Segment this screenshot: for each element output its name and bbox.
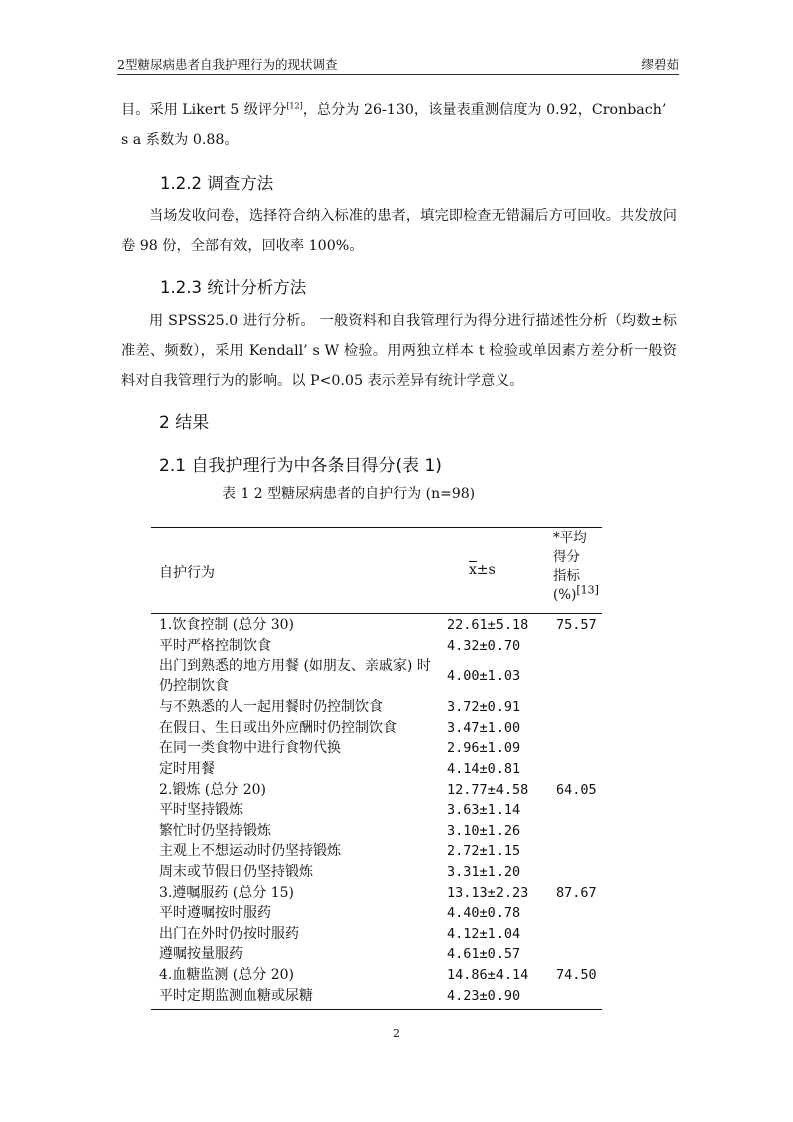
row-mean-sd: 3.63±1.14 [447, 802, 521, 819]
table-row [151, 924, 602, 945]
row-mean-sd: 3.31±1.20 [447, 864, 521, 880]
table-row [151, 636, 602, 657]
table-caption: 表 1 2 型糖尿病患者的自护行为 (n=98) [222, 486, 476, 502]
row-average-index: 74.50 [556, 967, 597, 983]
row-behavior-name: 平时遵嘱按时服药 [159, 905, 271, 922]
heading-2-1: 2.1 自我护理行为中各条目得分(表 1) [159, 456, 442, 476]
table-bottom-rule [151, 1009, 602, 1010]
heading-1-2-2: 1.2.2 调查方法 [160, 174, 274, 193]
header-avg-line4: (%) [553, 587, 577, 603]
table-row [151, 883, 602, 904]
table-row [151, 697, 602, 718]
row-behavior-name: 遵嘱按量服药 [159, 946, 243, 963]
row-mean-sd: 3.10±1.26 [447, 822, 521, 839]
row-behavior-name: 平时坚持锻炼 [159, 802, 243, 819]
header-avg-line1: *平均 [553, 530, 587, 546]
table-row [151, 718, 602, 739]
row-behavior-name: 繁忙时仍坚持锻炼 [159, 822, 271, 839]
row-mean-sd: 22.61±5.18 [447, 617, 529, 633]
paragraph-survey-method: 当场发收问卷，选择符合纳入标准的患者，填完即检查无错漏后方可回收。共发放问卷 98 份，全部有效，回收率 100%。 [121, 208, 677, 254]
intro-paragraph [121, 95, 677, 155]
table-row [151, 965, 602, 986]
header-author: 缪碧茹 [641, 57, 679, 72]
header-mean-sd [469, 562, 496, 578]
running-header [117, 55, 679, 73]
citation-12: [12] [286, 101, 303, 111]
table-row [151, 738, 602, 759]
page-number: 2 [393, 1027, 400, 1040]
row-behavior-name: 4.血糖监测 (总分 20) [159, 967, 294, 983]
intro-text-a: 目。采用 Likert 5 级评分 [121, 102, 287, 118]
row-behavior-name: 出门在外时仍按时服药 [159, 925, 299, 942]
row-behavior-name: 在同一类食物中进行食物代换 [159, 740, 341, 757]
row-mean-sd: 2.96±1.09 [447, 740, 521, 757]
paragraph-statistics: 用 SPSS25.0 进行分析。 一般资料和自我管理行为得分进行描述性分析（均数±标准差、频数），采用 Kendall’ s W 检验。用两独立样本 t 检验或单因素方差分析一般资料对自我管理行为的影响。以 P<0.05 表示差异有统计学意义。 [121, 313, 677, 389]
row-behavior-name: 在假日、生日或出外应酬时仍控制饮食 [159, 719, 397, 736]
table-row [151, 841, 602, 862]
header-avg-line3: 指标 [553, 568, 580, 584]
table-row [151, 944, 602, 965]
row-mean-sd: 4.61±0.57 [447, 946, 521, 963]
row-mean-sd: 14.86±4.14 [447, 967, 529, 983]
row-behavior-name: 定时用餐 [159, 761, 215, 777]
table-row [151, 821, 602, 842]
table-row [151, 903, 602, 924]
row-average-index: 64.05 [556, 781, 597, 798]
heading-1-2-3: 1.2.3 统计分析方法 [160, 278, 307, 297]
header-self-care-behavior: 自护行为 [159, 565, 215, 581]
heading-2: 2 结果 [159, 413, 210, 433]
row-behavior-name: 平时严格控制饮食 [159, 637, 271, 654]
header-average-score-index [553, 529, 599, 605]
header-title: 2型糖尿病患者自我护理行为的现状调查 [117, 57, 338, 72]
row-behavior-name: 3.遵嘱服药 (总分 15) [159, 884, 294, 901]
citation-13: [13] [576, 583, 599, 597]
mean-symbol: $\overline{x}$ [469, 562, 477, 578]
row-behavior-name: 平时定期监测血糖或尿糖 [159, 987, 313, 1004]
table-header-rule [151, 613, 602, 614]
row-average-index: 75.57 [556, 617, 597, 633]
row-behavior-name: 周末或节假日仍坚持锻炼 [159, 864, 313, 880]
row-mean-sd: 4.14±0.81 [447, 761, 521, 777]
table-row [151, 862, 602, 883]
table-row [151, 615, 602, 636]
sd-symbol: ±s [476, 562, 496, 578]
table-row [151, 780, 602, 801]
row-mean-sd: 4.12±1.04 [447, 925, 521, 942]
row-mean-sd: 2.72±1.15 [447, 843, 521, 860]
row-mean-sd: 4.40±0.78 [447, 905, 521, 922]
row-mean-sd: 13.13±2.23 [447, 884, 529, 901]
row-mean-sd: 3.47±1.00 [447, 719, 521, 736]
row-mean-sd: 3.72±0.91 [447, 699, 521, 716]
table-top-rule [151, 527, 602, 528]
table-row [151, 656, 602, 696]
row-behavior-name: 1.饮食控制 (总分 30) [159, 617, 294, 633]
header-avg-line2: 得分 [553, 549, 580, 565]
intro-text-c: s a 系数为 0.88。 [121, 132, 239, 148]
row-average-index: 87.67 [556, 884, 597, 901]
row-mean-sd: 12.77±4.58 [447, 781, 529, 798]
row-mean-sd: 4.23±0.90 [447, 987, 521, 1004]
table-row [151, 800, 602, 821]
intro-text-b: ，总分为 26-130，该量表重测信度为 0.92，Cronbach’ [302, 102, 667, 118]
row-behavior-name: 主观上不想运动时仍坚持锻炼 [159, 843, 341, 860]
header-rule [117, 74, 679, 75]
table-row [151, 759, 602, 780]
row-mean-sd: 4.00±1.03 [447, 668, 521, 685]
row-mean-sd: 4.32±0.70 [447, 637, 521, 654]
row-behavior-name: 2.锻炼 (总分 20) [159, 781, 266, 798]
row-behavior-name: 出门到熟悉的地方用餐 (如朋友、亲戚家) 时仍控制饮食 [159, 658, 431, 695]
row-behavior-name: 与不熟悉的人一起用餐时仍控制饮食 [159, 699, 383, 716]
table-row [151, 986, 602, 1007]
